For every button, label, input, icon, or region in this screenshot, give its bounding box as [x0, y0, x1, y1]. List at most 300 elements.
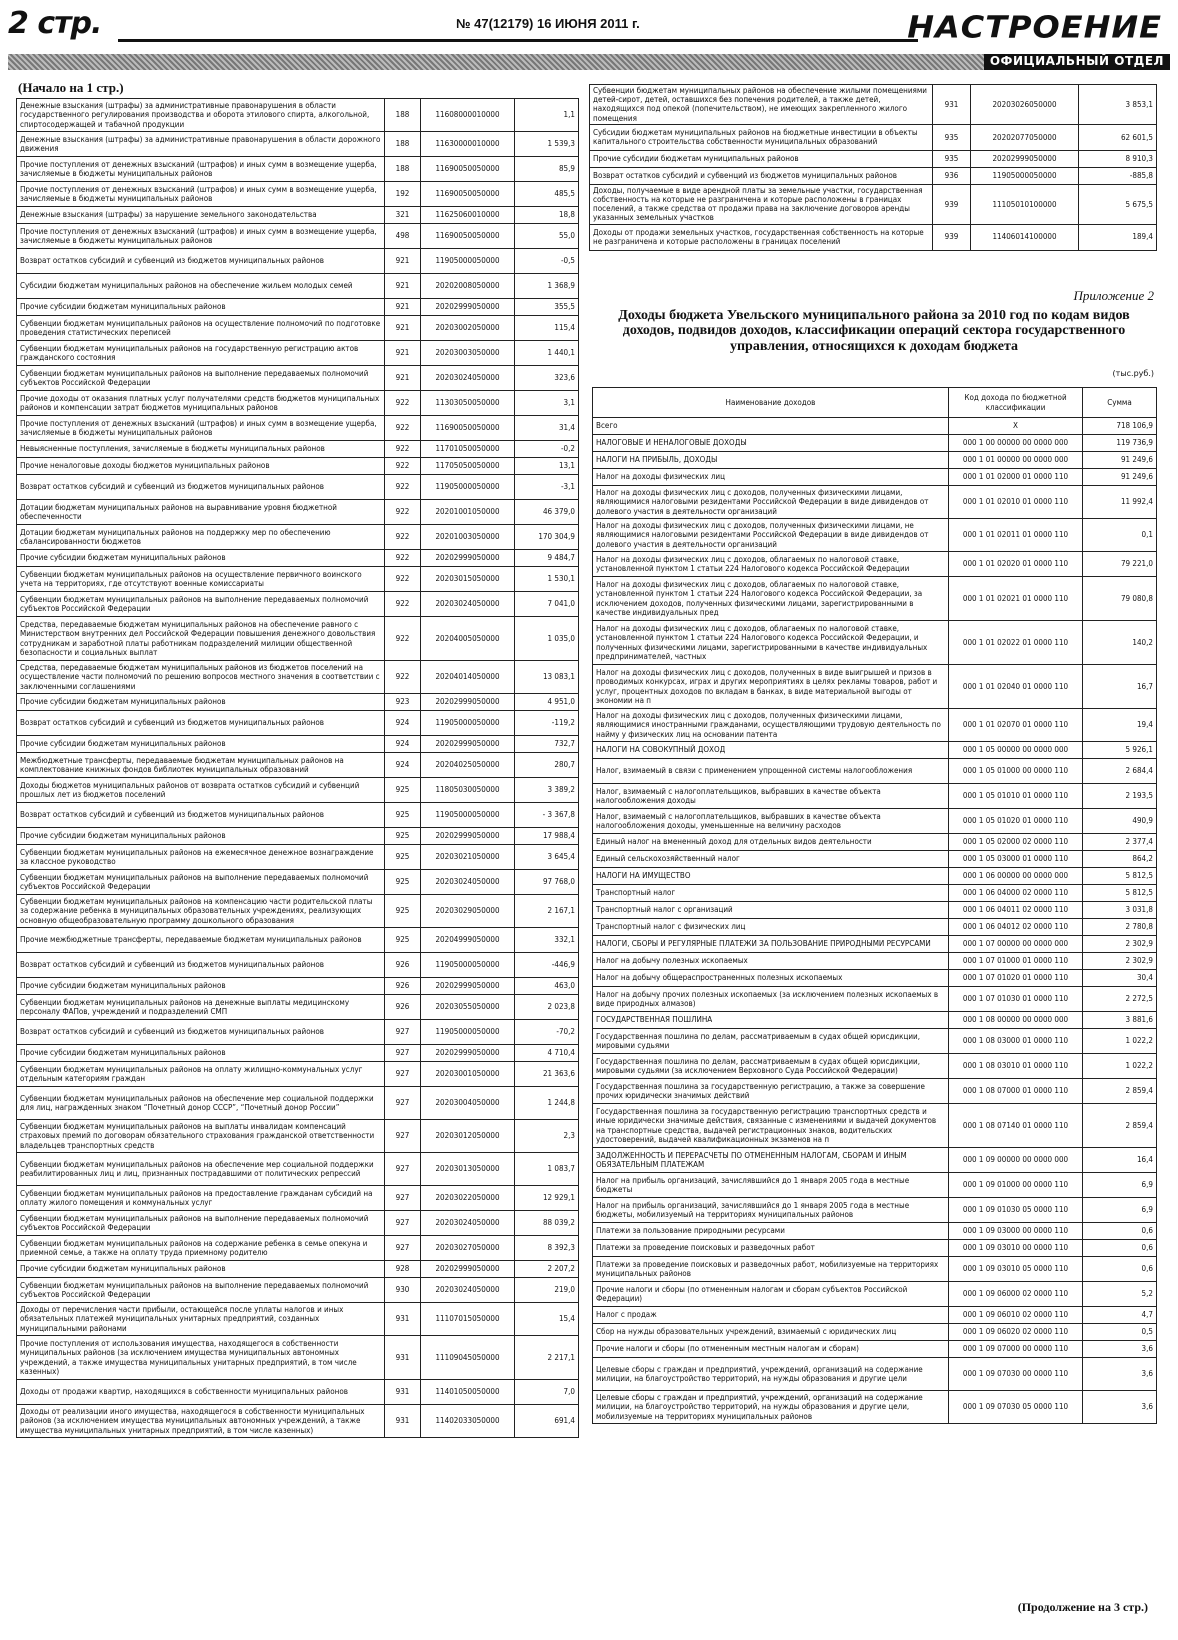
row-label: Налог на прибыль организаций, зачислявшийся до 1 января 2005 года в местные бюджеты [593, 1173, 949, 1198]
income-code: 20203003050000 [421, 341, 515, 366]
amount: 1 368,9 [515, 274, 579, 299]
income-code: 000 1 06 04000 02 0000 110 [949, 885, 1083, 902]
income-code: 20203021050000 [421, 845, 515, 870]
table-row [590, 184, 1157, 224]
amount: -885,8 [1079, 167, 1157, 184]
row-label: Налог на доходы физических лиц с доходов, полученных физическими лицами, являющимися налоговыми резидентами Российской Федерации в виде дивидендов от долевого участия в деятельности организаций [593, 486, 949, 519]
row-label: Денежные взыскания (штрафы) за административные правонарушения в области дорожного движения [17, 132, 385, 157]
row-label: Налог на доходы физических лиц с доходов, облагаемых по налоговой ставке, установленной пунктом 1 статьи 224 Налогового кодекса Российской Федерации, и полученных физическими лицами, зарегистрированными в качестве индивидуальных предпринимателей, частных [593, 621, 949, 665]
table-row [17, 803, 579, 828]
amount: 30,4 [1083, 970, 1157, 987]
admin-code: 931 [385, 1303, 421, 1336]
table-row [593, 868, 1157, 885]
row-label: Субвенции бюджетам муниципальных районов на компенсацию части родительской платы за содержание ребенка в муниципальных образовательных учреждениях, реализующих основную общеобразовательную программу дошкольного образования [17, 895, 385, 928]
income-code: 11905000050000 [421, 953, 515, 978]
table-row [593, 1148, 1157, 1173]
appendix-label: Приложение 2 [1073, 288, 1154, 303]
income-code: 20203024050000 [421, 366, 515, 391]
table-row [17, 249, 579, 274]
page-header [8, 6, 1170, 70]
table-row [593, 1223, 1157, 1240]
table-row [17, 1405, 579, 1438]
amount: 1,1 [515, 99, 579, 132]
amount: 2,3 [515, 1120, 579, 1153]
admin-code: 935 [933, 150, 971, 167]
amount: 115,4 [515, 316, 579, 341]
header-rule [118, 39, 918, 42]
income-code: 20202999050000 [421, 550, 515, 567]
income-code: 000 1 00 00000 00 0000 000 [949, 435, 1083, 452]
amount: 189,4 [1079, 224, 1157, 250]
admin-code: 925 [385, 928, 421, 953]
income-code: 11630000010000 [421, 132, 515, 157]
amount: 18,8 [515, 207, 579, 224]
income-code: 11705050050000 [421, 458, 515, 475]
left-income-table [16, 98, 579, 1438]
income-code: 000 1 05 01000 00 0000 110 [949, 759, 1083, 784]
table-row [17, 1261, 579, 1278]
row-label: Субвенции бюджетам муниципальных районов на оплату жилищно-коммунальных услуг отдельным категориям граждан [17, 1062, 385, 1087]
amount: 280,7 [515, 753, 579, 778]
amount: 16,4 [1083, 1148, 1157, 1173]
table-row [593, 435, 1157, 452]
table-row [593, 486, 1157, 519]
table-row [17, 567, 579, 592]
income-code: 20204025050000 [421, 753, 515, 778]
admin-code: 927 [385, 1062, 421, 1087]
amount: 323,6 [515, 366, 579, 391]
table-row [17, 224, 579, 249]
admin-code: 931 [385, 1405, 421, 1438]
admin-code: 925 [385, 778, 421, 803]
table-row [17, 299, 579, 316]
income-code: 11805030050000 [421, 778, 515, 803]
admin-code: 925 [385, 845, 421, 870]
amount: 3 853,1 [1079, 85, 1157, 125]
table-row [17, 778, 579, 803]
income-code: 000 1 09 06010 02 0000 110 [949, 1307, 1083, 1324]
row-label: Всего [593, 418, 949, 435]
table-row [17, 1236, 579, 1261]
table-row [593, 885, 1157, 902]
amount: -3,1 [515, 475, 579, 500]
row-label: Возврат остатков субсидий и субвенций из бюджетов муниципальных районов [17, 953, 385, 978]
income-code: 000 1 01 02000 01 0000 110 [949, 469, 1083, 486]
amount: 0,5 [1083, 1324, 1157, 1341]
amount: -0,2 [515, 441, 579, 458]
table-row [593, 665, 1157, 709]
income-code: 20203012050000 [421, 1120, 515, 1153]
table-row [590, 150, 1157, 167]
admin-code: 924 [385, 711, 421, 736]
admin-code: 930 [385, 1278, 421, 1303]
income-code: 000 1 09 07030 05 0000 110 [949, 1391, 1083, 1424]
admin-code: 927 [385, 1236, 421, 1261]
table-row [17, 1380, 579, 1405]
row-label: Транспортный налог с организаций [593, 902, 949, 919]
row-label: Субвенции бюджетам муниципальных районов на выполнение передаваемых полномочий субъектов Российской Федерации [17, 366, 385, 391]
income-code: 20202999050000 [421, 1261, 515, 1278]
table-row [593, 1054, 1157, 1079]
admin-code: 935 [933, 124, 971, 150]
table-row [593, 742, 1157, 759]
table-row [593, 1391, 1157, 1424]
amount: 355,5 [515, 299, 579, 316]
admin-code: 925 [385, 895, 421, 928]
admin-code: 927 [385, 1020, 421, 1045]
row-label: Прочие поступления от использования имущества, находящегося в собственности муниципальных районов (за исключением имущества муниципальных автономных учреждений, а также имущества муниципальных унитарных предприятий, в том числе казенных) [17, 1336, 385, 1380]
income-code: 000 1 06 04011 02 0000 110 [949, 902, 1083, 919]
amount: 3 645,4 [515, 845, 579, 870]
row-label: Субвенции бюджетам муниципальных районов на выполнение передаваемых полномочий субъектов Российской Федерации [17, 592, 385, 617]
table-row [17, 995, 579, 1020]
income-code: 000 1 05 00000 00 0000 000 [949, 742, 1083, 759]
amount: 55,0 [515, 224, 579, 249]
table-row [17, 1045, 579, 1062]
table-row [593, 953, 1157, 970]
amount: 1 022,2 [1083, 1054, 1157, 1079]
income-code: 000 1 07 01000 01 0000 110 [949, 953, 1083, 970]
income-code: 11905000050000 [421, 711, 515, 736]
table-row [593, 970, 1157, 987]
income-code: 000 1 05 01010 01 0000 110 [949, 784, 1083, 809]
table-row [17, 500, 579, 525]
amount: 2 780,8 [1083, 919, 1157, 936]
amount: 5 812,5 [1083, 868, 1157, 885]
row-label: Доходы от продажи земельных участков, государственная собственность на которые не разграничена и которые расположены в границах поселений [590, 224, 933, 250]
row-label: Единый сельскохозяйственный налог [593, 851, 949, 868]
income-code: 000 1 08 07140 01 0000 110 [949, 1104, 1083, 1148]
table-row [17, 550, 579, 567]
income-code: 11109045050000 [421, 1336, 515, 1380]
row-label: НАЛОГИ НА ПРИБЫЛЬ, ДОХОДЫ [593, 452, 949, 469]
admin-code: 925 [385, 870, 421, 895]
amount: 3,6 [1083, 1358, 1157, 1391]
row-label: Платежи за проведение поисковых и разведочных работ, мобилизуемые на территориях муниципальных районов [593, 1257, 949, 1282]
unit-label: (тыс.руб.) [1112, 369, 1154, 378]
income-code: 000 1 09 07000 00 0000 110 [949, 1341, 1083, 1358]
income-code: 20202999050000 [421, 299, 515, 316]
row-label: Субвенции бюджетам муниципальных районов на выполнение передаваемых полномочий субъектов Российской Федерации [17, 870, 385, 895]
admin-code: 922 [385, 475, 421, 500]
income-code: 000 1 06 04012 02 0000 110 [949, 919, 1083, 936]
income-code: 20203002050000 [421, 316, 515, 341]
admin-code: 925 [385, 803, 421, 828]
admin-code: 931 [385, 1380, 421, 1405]
income-code: 000 1 09 01030 05 0000 110 [949, 1198, 1083, 1223]
row-label: Единый налог на вмененный доход для отдельных видов деятельности [593, 834, 949, 851]
income-code: 000 1 09 00000 00 0000 000 [949, 1148, 1083, 1173]
row-label: Платежи за проведение поисковых и разведочных работ [593, 1240, 949, 1257]
section-title: ОФИЦИАЛЬНЫЙ ОТДЕЛ [984, 54, 1170, 70]
amount: 79 080,8 [1083, 577, 1157, 621]
income-code: 11701050050000 [421, 441, 515, 458]
issue-info: № 47(12179) 16 ИЮНЯ 2011 г. [456, 16, 640, 31]
row-label: Прочие неналоговые доходы бюджетов муниципальных районов [17, 458, 385, 475]
row-label: Межбюджетные трансферты, передаваемые бюджетам муниципальных районов на комплектование книжных фондов библиотек муниципальных образований [17, 753, 385, 778]
column-header: Сумма [1083, 388, 1157, 418]
table-row [590, 124, 1157, 150]
amount: 119 736,9 [1083, 435, 1157, 452]
amount: 62 601,5 [1079, 124, 1157, 150]
amount: 2 377,4 [1083, 834, 1157, 851]
admin-code: 926 [385, 995, 421, 1020]
amount: 332,1 [515, 928, 579, 953]
column-header: Код дохода по бюджетной классификации [949, 388, 1083, 418]
table-row [593, 1341, 1157, 1358]
amount: 4 951,0 [515, 694, 579, 711]
table-row [593, 1307, 1157, 1324]
amount: 3 389,2 [515, 778, 579, 803]
table-row [593, 987, 1157, 1012]
table-row [17, 274, 579, 299]
income-code: 11905000050000 [421, 249, 515, 274]
row-label: НАЛОГОВЫЕ И НЕНАЛОГОВЫЕ ДОХОДЫ [593, 435, 949, 452]
table-row [593, 834, 1157, 851]
table-row [593, 1358, 1157, 1391]
amount: -446,9 [515, 953, 579, 978]
income-code: 20204999050000 [421, 928, 515, 953]
admin-code: 939 [933, 184, 971, 224]
row-label: Налог, взимаемый с налогоплательщиков, выбравших в качестве объекта налогообложения доходы, уменьшенные на величину расходов [593, 809, 949, 834]
income-code: 11406014100000 [971, 224, 1079, 250]
admin-code: 922 [385, 458, 421, 475]
table-row [17, 316, 579, 341]
row-label: Дотации бюджетам муниципальных районов на выравнивание уровня бюджетной обеспеченности [17, 500, 385, 525]
table-row [17, 736, 579, 753]
table-row [17, 870, 579, 895]
table-row [17, 1211, 579, 1236]
row-label: Прочие субсидии бюджетам муниципальных районов [17, 1261, 385, 1278]
row-label: Целевые сборы с граждан и предприятий, учреждений, организаций на содержание милиции, на благоустройство территорий, на нужды образования и другие цели, мобилизуемые на территориях муниципальных районов [593, 1391, 949, 1424]
income-code: 20202999050000 [971, 150, 1079, 167]
table-row [593, 519, 1157, 552]
income-code: 000 1 01 02070 01 0000 110 [949, 709, 1083, 742]
admin-code: 188 [385, 132, 421, 157]
income-code: 20203024050000 [421, 870, 515, 895]
table-row [593, 552, 1157, 577]
admin-code: 926 [385, 978, 421, 995]
row-label: Налог на доходы физических лиц с доходов, полученных в виде выигрышей и призов в проводимых конкурсах, играх и других мероприятиях в целях рекламы товаров, работ и услуг, процентных доходов по вкладам в банках, в виде материальной выгоды от экономии на п [593, 665, 949, 709]
row-label: Государственная пошлина за государственную регистрацию, а также за совершение прочих юридически значимых действий [593, 1079, 949, 1104]
admin-code: 921 [385, 316, 421, 341]
row-label: Возврат остатков субсидий и субвенций из бюджетов муниципальных районов [17, 1020, 385, 1045]
income-code: 000 1 07 01020 01 0000 110 [949, 970, 1083, 987]
income-code: 000 1 08 07000 01 0000 110 [949, 1079, 1083, 1104]
amount: 97 768,0 [515, 870, 579, 895]
amount: 0,1 [1083, 519, 1157, 552]
amount: 0,6 [1083, 1240, 1157, 1257]
admin-code: 926 [385, 953, 421, 978]
row-label: Возврат остатков субсидий и субвенций из бюджетов муниципальных районов [590, 167, 933, 184]
row-label: Налог на доходы физических лиц с доходов, полученных физическими лицами, являющимися иностранными гражданами, осуществляющими трудовую деятельность по найму у физических лиц на основании патента [593, 709, 949, 742]
income-code: 20202008050000 [421, 274, 515, 299]
table-row [593, 1240, 1157, 1257]
amount: 463,0 [515, 978, 579, 995]
row-label: Прочие субсидии бюджетам муниципальных районов [17, 736, 385, 753]
income-code: 000 1 01 02011 01 0000 110 [949, 519, 1083, 552]
table-row [17, 694, 579, 711]
table-row [593, 1029, 1157, 1054]
table-row [593, 1257, 1157, 1282]
income-code: 11625060010000 [421, 207, 515, 224]
row-label: ЗАДОЛЖЕННОСТЬ И ПЕРЕРАСЧЕТЫ ПО ОТМЕНЕННЫМ НАЛОГАМ, СБОРАМ И ИНЫМ ОБЯЗАТЕЛЬНЫМ ПЛАТЕЖАМ [593, 1148, 949, 1173]
row-label: Субсидии бюджетам муниципальных районов на обеспечение жильем молодых семей [17, 274, 385, 299]
amount: 79 221,0 [1083, 552, 1157, 577]
row-label: Прочие субсидии бюджетам муниципальных районов [17, 978, 385, 995]
amount: 170 304,9 [515, 525, 579, 550]
table-row [593, 851, 1157, 868]
income-code: 000 1 09 06020 02 0000 110 [949, 1324, 1083, 1341]
income-code: 000 1 09 03010 00 0000 110 [949, 1240, 1083, 1257]
table-row [17, 1087, 579, 1120]
row-label: НАЛОГИ НА ИМУЩЕСТВО [593, 868, 949, 885]
table-row [17, 182, 579, 207]
row-label: Прочие доходы от оказания платных услуг получателями средств бюджетов муниципальных районов и компенсации затрат бюджетов муниципальных районов [17, 391, 385, 416]
amount: 19,4 [1083, 709, 1157, 742]
income-code: 000 1 09 01000 00 0000 110 [949, 1173, 1083, 1198]
income-code: 11401050050000 [421, 1380, 515, 1405]
row-label: Налог на доходы физических лиц с доходов, облагаемых по налоговой ставке, установленной пунктом 1 статьи 224 Налогового кодекса Российской Федерации [593, 552, 949, 577]
row-label: Налог на доходы физических лиц с доходов, облагаемых по налоговой ставке, установленной пунктом 1 статьи 224 Налогового кодекса Российской Федерации, за исключением доходов, полученных физическими лицами, зарегистрированными в качестве индивидуальных пред [593, 577, 949, 621]
table-row [17, 1278, 579, 1303]
row-label: Субвенции бюджетам муниципальных районов на предоставление гражданам субсидий на оплату жилого помещения и коммунальных услуг [17, 1186, 385, 1211]
admin-code: 927 [385, 1211, 421, 1236]
row-label: Государственная пошлина за государственную регистрацию транспортных средств и иные юридически значимые действия, связанные с изменениями и выдачей документов на транспортные средства, выдачей регистрационных знаков, водительских удостоверений, выдачей квалификационных экзаменов на п [593, 1104, 949, 1148]
row-label: Налог, взимаемый с налогоплательщиков, выбравших в качестве объекта налогообложения доходы [593, 784, 949, 809]
income-code: 000 1 09 07030 00 0000 110 [949, 1358, 1083, 1391]
amount: 6,9 [1083, 1198, 1157, 1223]
amount: 4,7 [1083, 1307, 1157, 1324]
table-row [17, 475, 579, 500]
table-row [17, 525, 579, 550]
table-row [17, 592, 579, 617]
amount: 3 031,8 [1083, 902, 1157, 919]
admin-code: 936 [933, 167, 971, 184]
table-row [593, 1282, 1157, 1307]
admin-code: 924 [385, 736, 421, 753]
income-code: 20203004050000 [421, 1087, 515, 1120]
amount: 140,2 [1083, 621, 1157, 665]
admin-code: 922 [385, 661, 421, 694]
row-label: Налог на прибыль организаций, зачислявшийся до 1 января 2005 года в местные бюджеты, мобилизуемый на территориях муниципальных районов [593, 1198, 949, 1223]
table-row [593, 1324, 1157, 1341]
amount: 219,0 [515, 1278, 579, 1303]
row-label: Налог на добычу полезных ископаемых [593, 953, 949, 970]
income-code: 20204005050000 [421, 617, 515, 661]
amount: 2 207,2 [515, 1261, 579, 1278]
income-code: 000 1 01 00000 00 0000 000 [949, 452, 1083, 469]
admin-code: 921 [385, 249, 421, 274]
amount: 31,4 [515, 416, 579, 441]
amount: 2 684,4 [1083, 759, 1157, 784]
income-code: 11107015050000 [421, 1303, 515, 1336]
income-code: 20201001050000 [421, 500, 515, 525]
income-code: 11690050050000 [421, 182, 515, 207]
row-label: Средства, передаваемые бюджетам муниципальных районов из бюджетов поселений на осуществление части полномочий по решению вопросов местного значения в соответствии с заключенными соглашениями [17, 661, 385, 694]
admin-code: 927 [385, 1186, 421, 1211]
amount: 490,9 [1083, 809, 1157, 834]
admin-code: 927 [385, 1045, 421, 1062]
table-row [590, 85, 1157, 125]
income-code: 000 1 05 03000 01 0000 110 [949, 851, 1083, 868]
row-label: Сбор на нужды образовательных учреждений, взимаемый с юридических лиц [593, 1324, 949, 1341]
amount: 12 929,1 [515, 1186, 579, 1211]
table-row [17, 207, 579, 224]
income-code: Х [949, 418, 1083, 435]
admin-code: 923 [385, 694, 421, 711]
income-code: 11905000050000 [421, 475, 515, 500]
row-label: Дотации бюджетам муниципальных районов на поддержку мер по обеспечению сбалансированности бюджетов [17, 525, 385, 550]
amount: 15,4 [515, 1303, 579, 1336]
amount: 8 392,3 [515, 1236, 579, 1261]
table-row [593, 1173, 1157, 1198]
amount: 11 992,4 [1083, 486, 1157, 519]
income-code: 20203013050000 [421, 1153, 515, 1186]
row-label: Невыясненные поступления, зачисляемые в бюджеты муниципальных районов [17, 441, 385, 458]
income-code: 000 1 01 02010 01 0000 110 [949, 486, 1083, 519]
amount: 1 440,1 [515, 341, 579, 366]
amount: 91 249,6 [1083, 469, 1157, 486]
amount: 1 022,2 [1083, 1029, 1157, 1054]
newspaper-title: НАСТРОЕНИЕ [907, 8, 1162, 46]
row-label: Субвенции бюджетам муниципальных районов на ежемесячное денежное вознаграждение за классное руководство [17, 845, 385, 870]
row-label: Средства, передаваемые бюджетам муниципальных районов на обеспечение равного с Министерством внутренних дел Российской Федерации повышения денежного довольствия сотрудникам и заработной платы работникам подразделений милиции общественной безопасности и социальных выплат [17, 617, 385, 661]
admin-code: 927 [385, 1087, 421, 1120]
table-row [17, 753, 579, 778]
amount: -70,2 [515, 1020, 579, 1045]
amount: 1 083,7 [515, 1153, 579, 1186]
amount: 2 217,1 [515, 1336, 579, 1380]
amount: -0,5 [515, 249, 579, 274]
amount: 2 302,9 [1083, 953, 1157, 970]
table-row [593, 1079, 1157, 1104]
amount: 2 167,1 [515, 895, 579, 928]
table-row [17, 1186, 579, 1211]
income-code: 000 1 09 03000 00 0000 110 [949, 1223, 1083, 1240]
income-code: 20202077050000 [971, 124, 1079, 150]
row-label: Прочие субсидии бюджетам муниципальных районов [17, 299, 385, 316]
table-row [17, 1153, 579, 1186]
table-row [17, 953, 579, 978]
income-code: 11905000050000 [421, 1020, 515, 1045]
right-income-table [589, 84, 1157, 251]
income-code: 20202999050000 [421, 1045, 515, 1062]
row-label: Субвенции бюджетам муниципальных районов на денежные выплаты медицинскому персоналу ФАПов, учреждений и подразделений СМП [17, 995, 385, 1020]
income-code: 20203001050000 [421, 1062, 515, 1087]
admin-code: 931 [933, 85, 971, 125]
admin-code: 931 [385, 1336, 421, 1380]
admin-code: 922 [385, 525, 421, 550]
continuation-footer: (Продолжение на 3 стр.) [1017, 1600, 1148, 1614]
table-row [17, 132, 579, 157]
table-row [17, 366, 579, 391]
admin-code: 188 [385, 99, 421, 132]
admin-code: 922 [385, 416, 421, 441]
admin-code: 922 [385, 617, 421, 661]
amount: 1 035,0 [515, 617, 579, 661]
row-label: Прочие налоги и сборы (по отмененным местным налогам и сборам) [593, 1341, 949, 1358]
amount: 2 859,4 [1083, 1079, 1157, 1104]
table-row [17, 928, 579, 953]
table-row [593, 809, 1157, 834]
income-code: 11608000010000 [421, 99, 515, 132]
income-code: 20202999050000 [421, 736, 515, 753]
table-row [17, 978, 579, 995]
amount: 7 041,0 [515, 592, 579, 617]
table-row [593, 936, 1157, 953]
row-label: Прочие субсидии бюджетам муниципальных районов [590, 150, 933, 167]
